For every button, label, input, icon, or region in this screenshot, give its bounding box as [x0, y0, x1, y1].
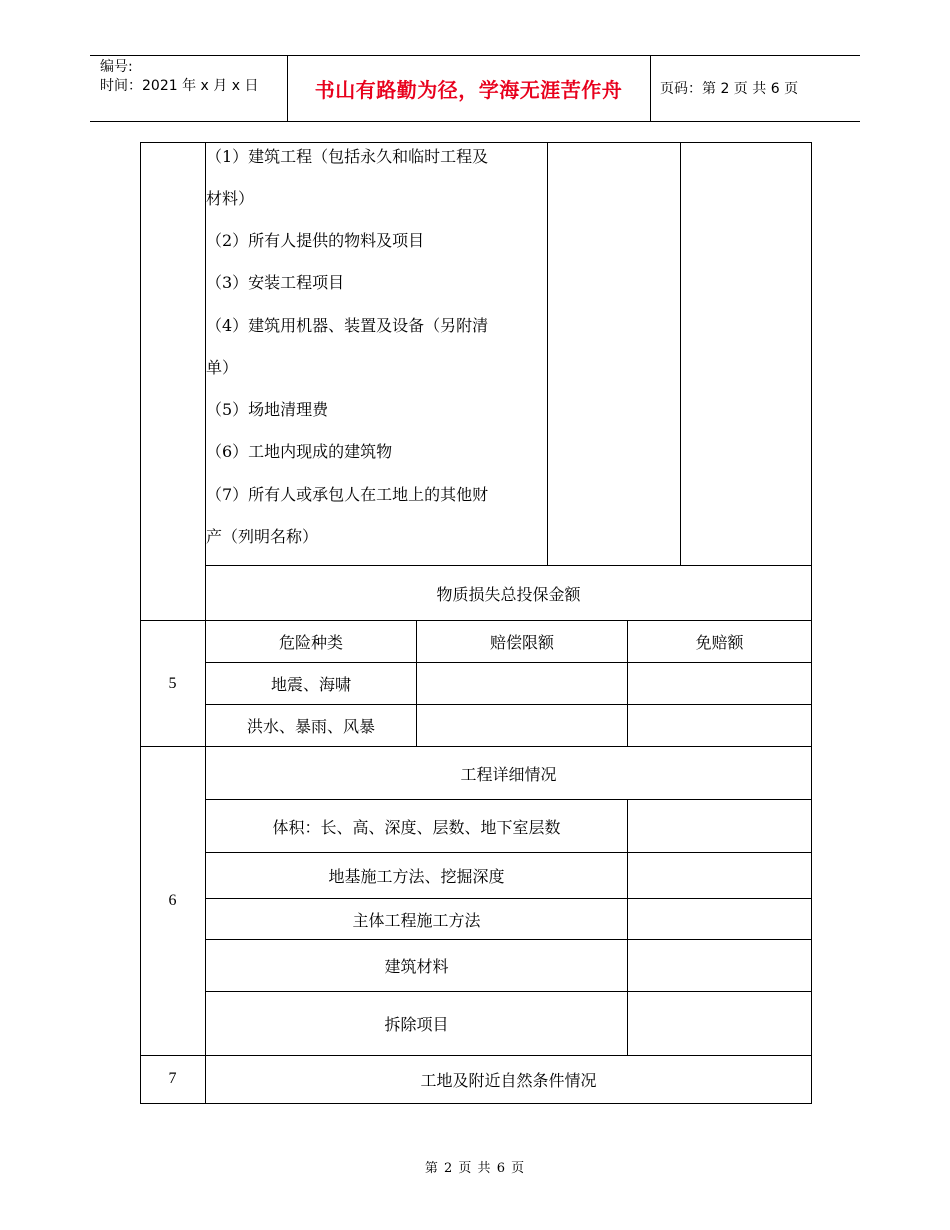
- project-detail-label: 地基施工方法、挖掘深度: [328, 867, 505, 886]
- document-number-label: 编号:: [100, 59, 133, 75]
- total-insured-amount-label: 物质损失总投保金额: [436, 584, 581, 604]
- header-page-info: 页码：第 2 页 共 6 页: [660, 81, 799, 97]
- table-border-left: [140, 142, 141, 1104]
- deductible-cell[interactable]: [628, 705, 811, 746]
- deductible-header: 免赔额: [695, 633, 744, 652]
- risk-type-header: 危险种类: [278, 633, 343, 652]
- risk-type-cell: 洪水、暴雨、风暴: [246, 717, 375, 736]
- compensation-limit-header: 赔偿限额: [489, 633, 554, 652]
- page-footer: 第 2 页 共 6 页: [424, 1161, 526, 1176]
- risk-type-cell: 地震、海啸: [270, 675, 351, 694]
- section7-number: 7: [168, 1070, 177, 1087]
- project-detail-label: 主体工程施工方法: [352, 910, 481, 930]
- header-divider-2: [650, 55, 651, 121]
- insurance-form-table: [140, 142, 812, 1104]
- section4-list-line: （3）安装工程项目: [206, 273, 345, 292]
- project-detail-label: 体积：长、高、深度、层数、地下室层数: [272, 817, 561, 837]
- project-detail-label: 拆除项目: [384, 1015, 449, 1034]
- table-border-right: [811, 142, 812, 1104]
- section4-list-line: 单）: [206, 358, 239, 377]
- project-details-title: 工程详细情况: [460, 764, 557, 784]
- header-bottom-rule: [90, 121, 860, 122]
- section4-list-line: （5）场地清理费: [206, 400, 329, 419]
- document-time-label: 时间：2021 年 x 月 x 日: [100, 78, 259, 94]
- section4-list-line: （6）工地内现成的建筑物: [206, 442, 393, 461]
- header-motto: 书山有路勤为径，学海无涯苦作舟: [314, 77, 623, 102]
- site-conditions-title: 工地及附近自然条件情况: [420, 1071, 597, 1090]
- section4-list-line: 材料）: [206, 189, 255, 208]
- section6-value-divider: [627, 799, 628, 1055]
- section5-number: 5: [168, 675, 177, 692]
- section4-list-line: （1）建筑工程（包括永久和临时工程及: [206, 147, 489, 166]
- section6-number: 6: [168, 892, 177, 909]
- table-border-bottom: [140, 1103, 812, 1104]
- section4-value-divider-2: [680, 142, 681, 565]
- section4-list-line: （4）建筑用机器、装置及设备（另附清: [206, 316, 489, 335]
- section4-list-line: 产（列明名称）: [206, 527, 319, 546]
- section4-list-line: （7）所有人或承包人在工地上的其他财: [206, 485, 489, 504]
- compensation-limit-cell[interactable]: [417, 663, 627, 704]
- deductible-cell[interactable]: [628, 663, 811, 704]
- header-meta: [100, 58, 258, 96]
- section4-list-line: （2）所有人提供的物料及项目: [206, 231, 425, 250]
- compensation-limit-cell[interactable]: [417, 705, 627, 746]
- project-detail-label: 建筑材料: [384, 957, 449, 976]
